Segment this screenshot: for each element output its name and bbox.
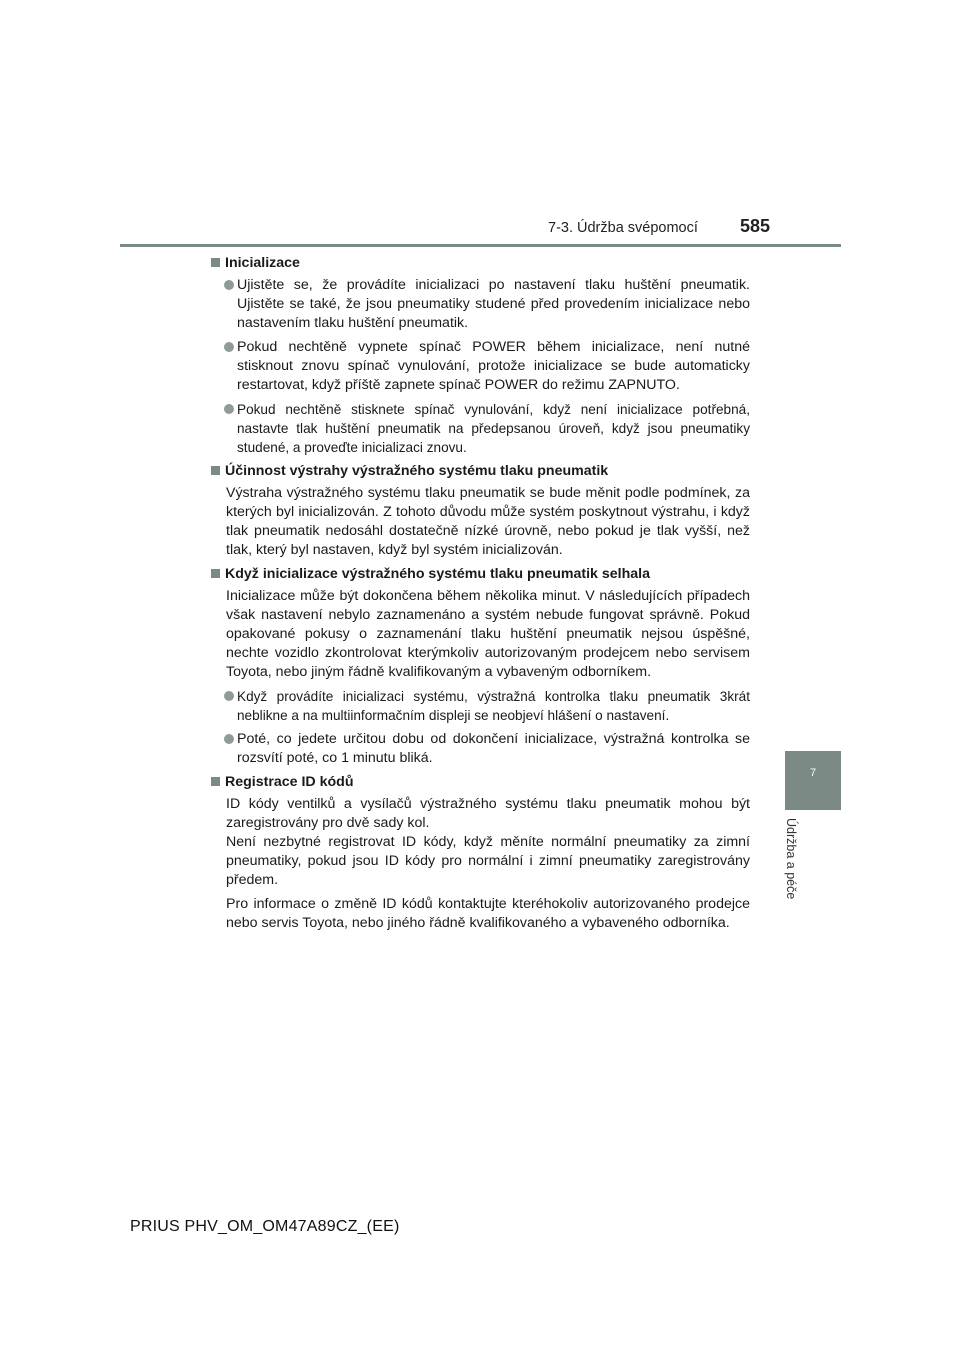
section-title bbox=[210, 773, 750, 792]
list-item-text: Pokud nechtěně stisknete spínač vynulování, když není inicializace potřebná, nastavte tlak huštění pneumatik na předepsanou úroveň, když jsou pneumatiky studené, a proveďte inicializaci znovu. bbox=[237, 402, 750, 455]
list-item-text: Poté, co jedete určitou dobu od dokončení inicializace, výstražná kontrolka se rozsvítí poté, co 1 minutu bliká. bbox=[237, 731, 750, 766]
list-item bbox=[210, 276, 750, 333]
section-title bbox=[210, 254, 750, 273]
footer-document-code: PRIUS PHV_OM_OM47A89CZ_(EE) bbox=[130, 1218, 400, 1235]
list-item-text: Pokud nechtěně vypnete spínač POWER během inicializace, není nutné stisknout znovu spínač vynulování, protože inicializace se bude automaticky restartovat, když příště zapnete spínač POWER do režimu ZAPNUTO. bbox=[237, 339, 750, 393]
square-bullet-icon bbox=[211, 569, 220, 578]
section-ucinnost-vystrahy bbox=[210, 462, 750, 560]
paragraph: Není nezbytné registrovat ID kódy, když měníte normální pneumatiky za zimní pneumatiky, pokud jsou ID kódy pro normální i zimní pneumatiky zaregistrovány předem. bbox=[226, 834, 750, 888]
circle-bullet-icon bbox=[224, 404, 234, 414]
circle-bullet-icon bbox=[224, 280, 234, 290]
list-item-text: Když provádíte inicializaci systému, výstražná kontrolka tlaku pneumatik 3krát neblikne a na multiinformačním displeji se neobjeví hlášení o nastavení. bbox=[237, 689, 750, 723]
square-bullet-icon bbox=[211, 258, 220, 267]
square-bullet-icon bbox=[211, 466, 220, 475]
chapter-label: Údržba a péče bbox=[784, 818, 798, 900]
list-item bbox=[210, 730, 750, 768]
header-section-title: 7-3. Údržba svépomocí bbox=[548, 220, 698, 236]
section-registrace-id-kodu bbox=[210, 773, 750, 933]
paragraph: Pro informace o změně ID kódů kontaktujte kteréhokoliv autorizovaného prodejce nebo servis Toyota, nebo jiného řádně kvalifikovaného a vybaveného odborníka. bbox=[226, 896, 750, 931]
section-title-text: Účinnost výstrahy výstražného systému tlaku pneumatik bbox=[225, 463, 609, 479]
section-inicializace-selhala bbox=[210, 565, 750, 768]
square-bullet-icon bbox=[211, 777, 220, 786]
list-item-text: Ujistěte se, že provádíte inicializaci po nastavení tlaku huštění pneumatik. Ujistěte se také, že jsou pneumatiky studené před provedením inicializace nebo nastavením tlaku huštění pneumatik. bbox=[237, 277, 750, 331]
section-inicializace bbox=[210, 254, 750, 457]
section-title-text: Když inicializace výstražného systému tlaku pneumatik selhala bbox=[225, 566, 651, 582]
circle-bullet-icon bbox=[224, 691, 234, 701]
paragraph: Výstraha výstražného systému tlaku pneumatik se bude měnit podle podmínek, za kterých byl inicializován. Z tohoto důvodu může systém poskytnout výstrahu, i když tlak pneumatik nedosáhl dostatečně nízké úrovně, nebo pokud je tlak vyšší, než tlak, který byl nastaven, když byl systém inicializován. bbox=[226, 485, 750, 558]
section-title-text: Registrace ID kódů bbox=[225, 774, 354, 790]
page-number: 585 bbox=[740, 216, 771, 236]
circle-bullet-icon bbox=[224, 734, 234, 744]
list-item bbox=[210, 338, 750, 395]
header-rule bbox=[120, 244, 841, 247]
list-item bbox=[210, 687, 750, 725]
page-content bbox=[210, 254, 750, 938]
section-title bbox=[210, 565, 750, 584]
circle-bullet-icon bbox=[224, 342, 234, 352]
list-item bbox=[210, 400, 750, 457]
section-title-text: Inicializace bbox=[225, 255, 300, 271]
paragraph: ID kódy ventilků a vysílačů výstražného systému tlaku pneumatik mohou být zaregistrovány pro dvě sady kol. bbox=[226, 796, 750, 831]
paragraph: Inicializace může být dokončena během několika minut. V následujících případech však nastavení nebylo zaznamenáno a systém nebude fungovat správně. Pokud opakované pokusy o zaznamenání tlaku huštění pneumatik nejsou úspěšné, nechte vozidlo zkontrolovat kterýmkoliv autorizovaným prodejcem nebo servisem Toyota, nebo jiným řádně kvalifikovaným a vybaveným odborníkem. bbox=[226, 588, 750, 680]
chapter-number: 7 bbox=[809, 767, 817, 779]
chapter-tab bbox=[785, 751, 841, 810]
section-title bbox=[210, 462, 750, 481]
